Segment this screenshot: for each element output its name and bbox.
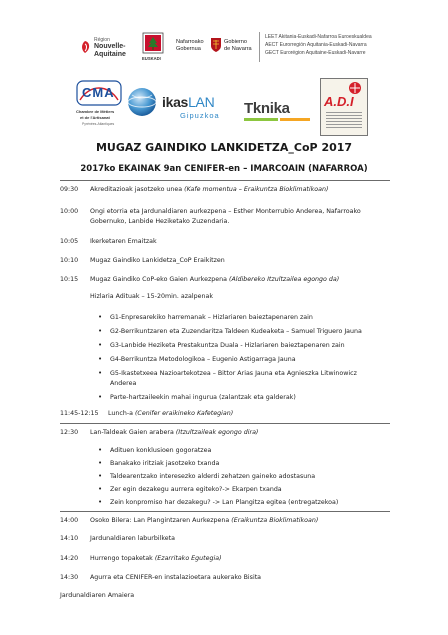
lunch-item: [108, 410, 233, 417]
agenda-item-line: Ongi etorria eta Jardunaldiaren aurkezpena – Esther Monterrubio Anderea, Nafarroako: [90, 208, 361, 215]
lunch-note: (Cenifer eraikineko Kafetegian): [134, 410, 234, 417]
cma-line3: Pyrénées-Atlantiques: [82, 122, 115, 126]
agenda-time: 10:05: [60, 238, 79, 245]
nouvelle-aquitaine-line1: Région: [94, 37, 110, 43]
round-table-item-continuation: Anderea: [110, 380, 137, 387]
workshop-text: Lan-Taldeak Gaien arabera: [90, 429, 176, 436]
nouvelle-aquitaine-line3: Aquitaine: [94, 51, 126, 58]
navarra-line1: Nafarroako: [176, 39, 204, 45]
agenda-text: Mugaz Gaindiko Lankidetza_CoP Eraikitzen: [90, 257, 225, 264]
round-table-item: Parte-hartzaileekin mahai ingurua (zalantzak eta galderak): [110, 394, 296, 401]
globe-logo-icon: [126, 86, 158, 118]
cma-line2: et de l'Artisanat: [80, 115, 110, 120]
workshop-subitem: Zer egin dezakegu aurrera egiteko?-> Ekarpen txanda: [110, 486, 282, 493]
closing-time: 14:00: [60, 517, 79, 524]
logo-tknika: Tknika: [244, 100, 290, 117]
cma-letters: CMA: [82, 85, 115, 100]
round-table-title: Hizlaria Adituak – 15-20min. azalpenak: [90, 293, 213, 300]
end-text: Jardunaldiaren Amaiera: [60, 592, 135, 599]
bullet: •: [98, 313, 103, 321]
adi-fine-print: [326, 112, 362, 128]
navarra-line2: Gobernua: [176, 46, 201, 52]
bullet: •: [98, 498, 103, 506]
workshop-subitem: Zein konpromiso har dezakegu? -> Lan Plangitza egitea (entregatzekoa): [110, 499, 339, 506]
euskadi-label: EUSKADI: [142, 56, 161, 61]
round-table-item: G2-Berrikuntzaren eta Zuzendaritza Taldeen Kudeaketa – Samuel Triguero Jauna: [110, 328, 362, 335]
agenda-time: 09:30: [60, 186, 79, 193]
agenda-text: Ikerketaren Emaitzak: [90, 238, 157, 245]
ikaslan-main: [162, 94, 214, 110]
lunch-text: Lunch-a: [108, 410, 135, 417]
agenda-item: [90, 186, 328, 193]
bullet: •: [98, 369, 103, 377]
bullet: •: [98, 341, 103, 349]
document-title: MUGAZ GAINDIKO LANKIDETZA_CoP 2017: [95, 141, 353, 154]
logo-cma: [76, 80, 122, 130]
bullet: •: [98, 393, 103, 401]
aect-line: GECT Eurorégion Aquitaine-Euskadi-Navarre: [265, 50, 366, 56]
bullet: •: [98, 485, 103, 493]
closing-time: 14:10: [60, 535, 79, 542]
bullet: •: [98, 446, 103, 454]
euskadi-tree-icon: [142, 32, 164, 54]
workshop-time: 12:30: [60, 429, 79, 436]
bullet: •: [98, 472, 103, 480]
adi-emblem-icon: [345, 81, 365, 95]
nouvelle-aquitaine-line2: Nouvelle-: [94, 43, 126, 50]
round-table-item: G3-Lanbide Heziketa Prestakuntza Duala - Hizlariaren baieztapenaren zain: [110, 342, 345, 349]
divider-rule: [60, 511, 390, 512]
ikaslan-main-b: LAN: [188, 94, 215, 110]
aect-line: LEET Akitania-Euskadi-Nafarroa Euroeskualdea: [265, 34, 372, 40]
closing-text: Hurrengo topaketak: [90, 555, 155, 562]
closing-note: (Ezarritako Egutegia): [154, 555, 222, 562]
cma-line1: Chambre de Métiers: [76, 109, 115, 114]
navarra-line3: Gobierno: [224, 39, 248, 45]
agenda-note: (Aldibereko Itzultzailea egongo da): [228, 276, 340, 283]
divider-rule: [60, 423, 390, 424]
agenda-note: (Kafe momentua – Eraikuntza Bioklimatikoan): [184, 186, 329, 193]
logo-euskadi: [138, 32, 168, 62]
tknika-accent-icon: [244, 118, 314, 122]
workshop-subitem: Banakako iritziak jasotzeko txanda: [110, 460, 220, 467]
bullet: •: [98, 459, 103, 467]
logo-adi: [320, 78, 368, 136]
closing-time: 14:30: [60, 574, 79, 581]
agenda-time: 10:15: [60, 276, 79, 283]
document-subtitle: 2017ko EKAINAK 9an CENIFER-en – IMARCOAIN (NAFARROA): [80, 164, 368, 174]
agenda-text: Akreditazioak jasotzeko unea: [90, 186, 185, 193]
closing-note: (Eraikuntza Bioklimatikoan): [231, 517, 319, 524]
closing-text: Osoko Bilera: Lan Plangintzaren Aurkezpena: [90, 517, 232, 524]
navarra-shield-icon: [210, 37, 222, 53]
agenda-item-line: Gobernuko, Lanbide Heziketako Zuzendaria.: [90, 218, 230, 225]
ikaslan-sub: Gipuzkoa: [180, 111, 220, 120]
bullet: •: [98, 327, 103, 335]
agenda-time: 10:00: [60, 208, 79, 215]
agenda-time: 10:10: [60, 257, 79, 264]
logo-nouvelle-aquitaine: [78, 34, 130, 62]
agenda-text: Mugaz Gaindiko CoP-eko Gaien Aurkezpena: [90, 276, 229, 283]
closing-text: Jardunaldiaren laburbilketa: [90, 535, 176, 542]
logo-ikaslan: [162, 94, 238, 124]
logo-aect: [265, 33, 405, 57]
nouvelle-aquitaine-swirl-icon: [78, 40, 92, 54]
navarra-line4: de Navarra: [224, 46, 252, 52]
workshop-item: [90, 429, 258, 436]
ikaslan-main-a: ikas: [162, 94, 189, 110]
closing-item: [90, 517, 318, 524]
lunch-time: 11:45-12:15: [60, 410, 99, 417]
logo-navarra: [176, 34, 254, 60]
agenda-item: [90, 276, 339, 283]
aect-divider: [259, 32, 260, 62]
round-table-item: G4-Berrikuntza Metodologikoa – Eugenio Astigarraga Jauna: [110, 356, 296, 363]
round-table-item: G1-Enpresarekiko harremanak – Hizlariaren baieztapenaren zain: [110, 314, 313, 321]
bullet: •: [98, 355, 103, 363]
divider-rule: [60, 180, 390, 181]
aect-line: AECT Eurorregión Aquitania-Euskadi-Navarra: [265, 42, 367, 48]
adi-label: A.D.I: [324, 94, 354, 109]
closing-text: Agurra eta CENIFER-en instalazioetara aukerako Bisita: [90, 574, 262, 581]
closing-item: [90, 555, 222, 562]
round-table-item: G5-Ikastetxeea Nazioartekotzea – Bittor Arias Jauna eta Agnieszka Litwinowicz: [110, 370, 357, 377]
workshop-subitem: Taldearentzako interesezko alderdi zehatzen gaineko adostasuna: [110, 473, 316, 480]
workshop-note: (Itzultzaileak egongo dira): [175, 429, 259, 436]
workshop-subitem: Adituen konklusioen gogoratzea: [110, 447, 212, 454]
closing-time: 14:20: [60, 555, 79, 562]
